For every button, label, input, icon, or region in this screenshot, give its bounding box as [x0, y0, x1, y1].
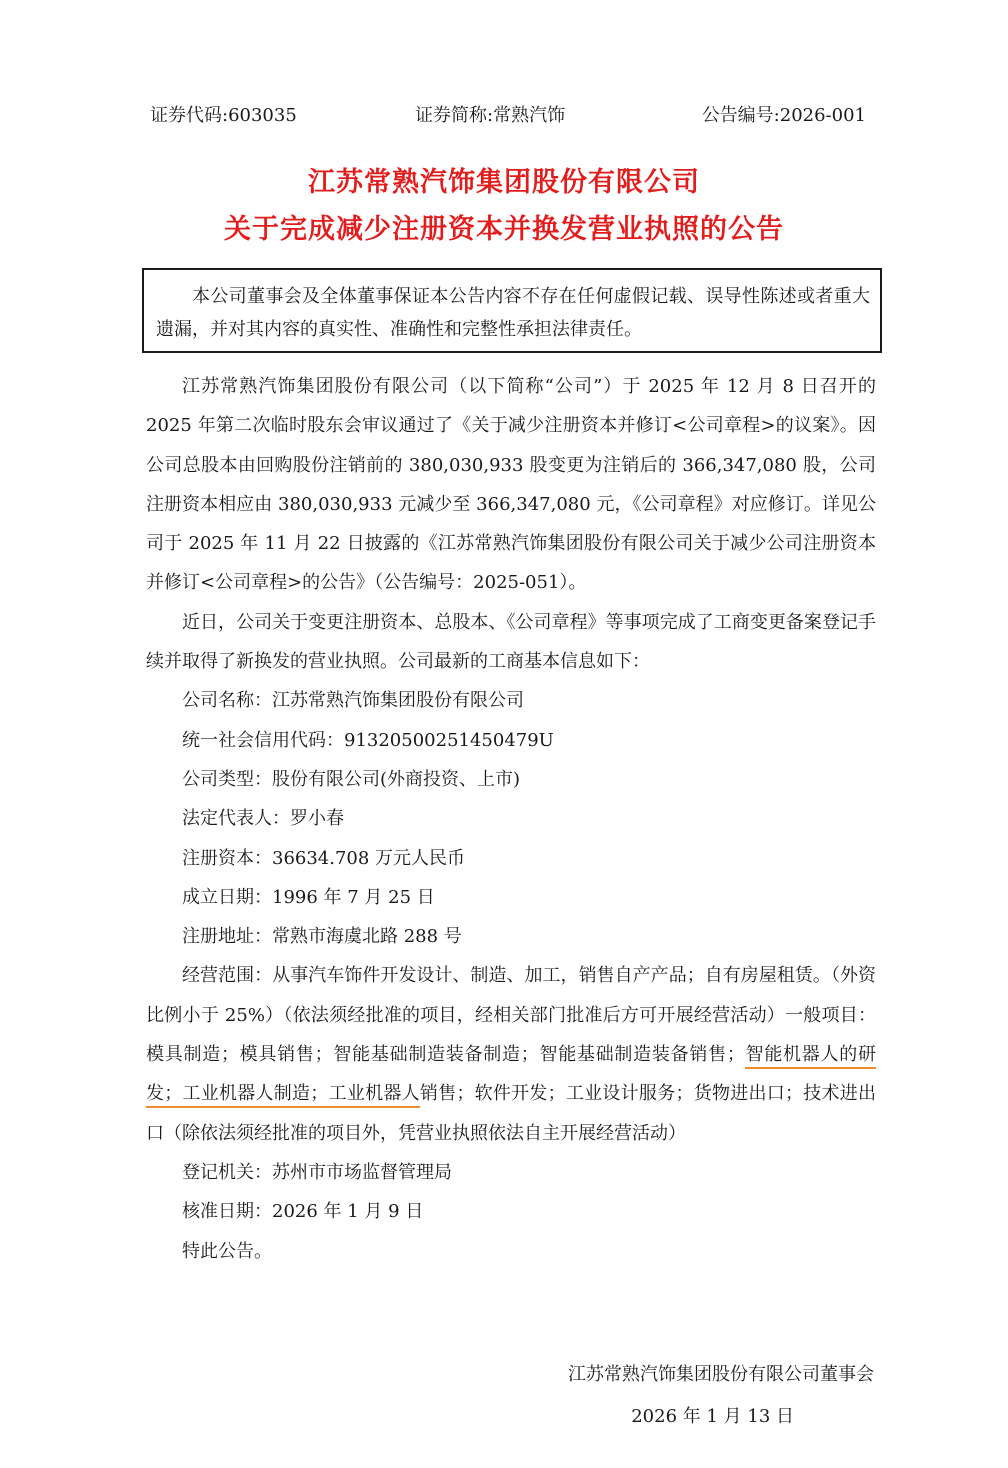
signature-date: 2026 年 1 月 13 日 — [631, 1406, 794, 1427]
business-scope-text-end: 销售；软件开发；工业设计服务；货物进出口；技术进出口（除依法须经批准的项目外，凭营业执照依法自主开展经营活动） — [146, 1083, 877, 1144]
closing-statement: 特此公告。 — [182, 1240, 272, 1262]
business-scope-highlight: 智能机器人的研发；工业机器人制造；工业机器人 — [146, 1044, 876, 1108]
info-registration-authority: 登记机关：苏州市市场监督管理局 — [182, 1161, 452, 1183]
paragraph-capital-reduction: 江苏常熟汽饰集团股份有限公司（以下简称“公司”）于 2025 年 12 月 8 日召开的 2025 年第二次临时股东会审议通过了《关于减少注册资本并修订<公司章程>的议案》。因公司总股本由回购股份注销前的 380,030,933 股变更为注销后的 366,347,080 股，公司注册资本相应由 380,030,933 元减少至 366,347,080 元，《公司章程》对应修订。详见公司于 2025 年 11 月 22 日披露的《江苏常熟汽饰集团股份有限公司关于减少公司注册资本并修订<公司章程>的公告》（公告编号：2025-051）。 — [146, 376, 876, 594]
business-scope — [146, 956, 876, 1152]
info-credit-code: 统一社会信用代码：91320500251450479U — [182, 729, 554, 751]
info-establishment-date: 成立日期：1996 年 7 月 25 日 — [182, 886, 435, 908]
announcement-number: 公告编号:2026-001 — [701, 105, 866, 126]
info-legal-representative: 法定代表人：罗小春 — [182, 808, 344, 830]
title-company: 江苏常熟汽饰集团股份有限公司 — [308, 167, 700, 198]
stock-name: 证券简称:常熟汽饰 — [415, 105, 566, 126]
info-approval-date: 核准日期：2026 年 1 月 9 日 — [182, 1201, 424, 1223]
business-scope-text: 经营范围：从事汽车饰件开发设计、制造、加工，销售自产产品；自有房屋租赁。（外资比例小于 25%）（依法须经批准的项目，经相关部门批准后方可开展经营活动）一般项目：模具制造；模具销售；智能基础制造装备制造；智能基础制造装备销售； — [146, 965, 876, 1066]
info-company-type: 公司类型：股份有限公司(外商投资、上市) — [182, 768, 521, 790]
disclaimer-box: 本公司董事会及全体董事保证本公告内容不存在任何虚假记载、误导性陈述或者重大遗漏，并对其内容的真实性、准确性和完整性承担法律责任。 — [142, 268, 882, 353]
announcement-body — [146, 367, 876, 1271]
title-subject: 关于完成减少注册资本并换发营业执照的公告 — [224, 214, 784, 245]
info-company-name: 公司名称：江苏常熟汽饰集团股份有限公司 — [182, 690, 524, 712]
stock-code: 证券代码:603035 — [150, 105, 297, 126]
paragraph-license-update: 近日，公司关于变更注册资本、总股本、《公司章程》等事项完成了工商变更备案登记手续并取得了新换发的营业执照。公司最新的工商基本信息如下： — [146, 611, 876, 673]
document-header — [150, 101, 866, 131]
info-registered-capital: 注册资本：36634.708 万元人民币 — [182, 847, 466, 869]
info-registered-address: 注册地址：常熟市海虞北路 288 号 — [182, 926, 462, 948]
signature-board: 江苏常熟汽饰集团股份有限公司董事会 — [568, 1364, 874, 1385]
